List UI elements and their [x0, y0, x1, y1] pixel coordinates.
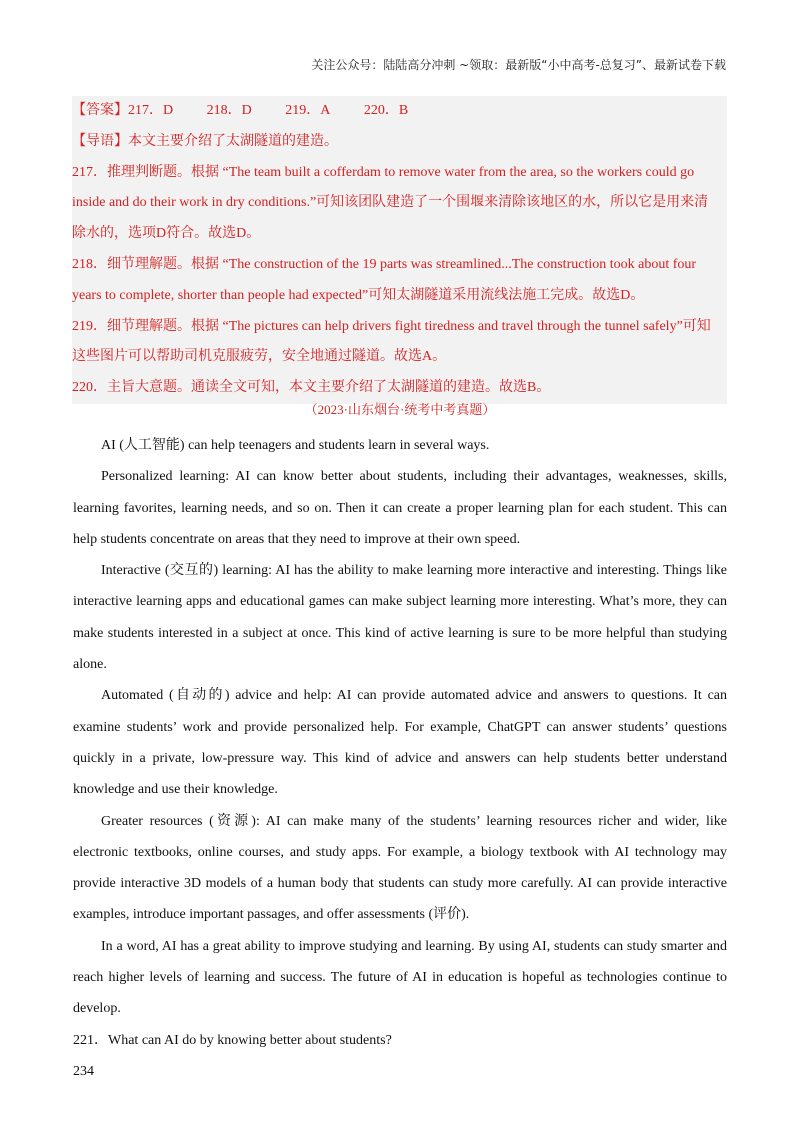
explanation-220: 220．主旨大意题。通读全文可知，本文主要介绍了太湖隧道的建造。故选B。 — [72, 380, 551, 396]
answer-key-218: 218．D — [206, 103, 252, 118]
explanation-217-line2: inside and do their work in dry conditions.”可知该团队建造了一个围堰来清除该地区的水，所以它是用来清 — [72, 195, 709, 211]
passage-paragraph: In a word, AI has a great ability to improve studying and learning. By using AI, students can study smarter and reach higher levels of learning and success. The future of AI in education is hopeful as technologies continue to develop. — [73, 938, 727, 1017]
reading-passage — [73, 430, 727, 1056]
explanation-217-line1: 217．推理判断题。根据 “The team built a cofferdam to remove water from the area, so the workers could go — [72, 164, 695, 180]
passage-paragraph: Personalized learning: AI can know better about students, including their advantages, weaknesses, skills, learning favorites, learning needs, and so on. Then it can create a proper learning plan for each student. This can help students concentrate on areas that they need to improve at their own speed. — [73, 469, 727, 547]
answer-key-line — [72, 96, 727, 127]
answer-key-217: 【答案】217．D — [72, 103, 174, 118]
passage-paragraph: Interactive (交互的) learning: AI has the ability to make learning more interactive and interesting. Things like interactive learning apps and educational games can make subject learning more interesting. What’s more, they can make students interested in a subject at once. This kind of active learning is sure to be more helpful than studying alone. — [73, 563, 727, 673]
explanation-219-line2: 这些图片可以帮助司机克服疲劳，安全地通过隧道。故选A。 — [72, 349, 447, 365]
answer-key-220: 220．B — [363, 103, 409, 118]
answer-key-219: 219．A — [285, 103, 331, 118]
page-header: 关注公众号：陆陆高分冲刺 ~领取：最新版“小中高考-总复习”、最新试卷下载 — [311, 58, 726, 72]
explanation-218-line1: 218．细节理解题。根据 “The construction of the 19 parts was streamlined...The construction took about four — [72, 256, 697, 272]
answer-explanation-box — [72, 96, 727, 404]
passage-paragraph: Automated (自动的) advice and help: AI can provide automated advice and answers to questions. It can examine students’ work and provide personalized help. For example, ChatGPT can answer students’ questions quickly in a private, low-pressure way. This kind of advice and answers can help students better understand knowledge and use their knowledge. — [73, 688, 727, 798]
explanation-218-line2: years to complete, shorter than people had expected”可知太湖隧道采用流线法施工完成。故选D。 — [72, 287, 645, 303]
passage-paragraph: AI (人工智能) can help teenagers and students learn in several ways. — [101, 438, 490, 453]
explanation-219-line1: 219．细节理解题。根据 “The pictures can help drivers fight tiredness and travel through the tunnel safely”可知 — [72, 318, 711, 334]
passage-paragraph: Greater resources (资源): AI can make many of the students’ learning resources richer and wider, like electronic textbooks, online courses, and study apps. For example, a biology textbook with AI technology may provide interactive 3D models of a human body that students can study more carefully. AI can provide interactive examples, introduce important passages, and offer assessments (评价). — [73, 813, 727, 923]
question-221: 221．What can AI do by knowing better about students? — [73, 1032, 392, 1048]
page-number: 234 — [73, 1064, 94, 1079]
explanation-217-line3: 除水的，选项D符合。故选D。 — [72, 226, 261, 242]
source-citation: （2023·山东烟台·统考中考真题） — [304, 402, 496, 417]
guide-text: 【导语】本文主要介绍了太湖隧道的建造。 — [72, 133, 338, 149]
